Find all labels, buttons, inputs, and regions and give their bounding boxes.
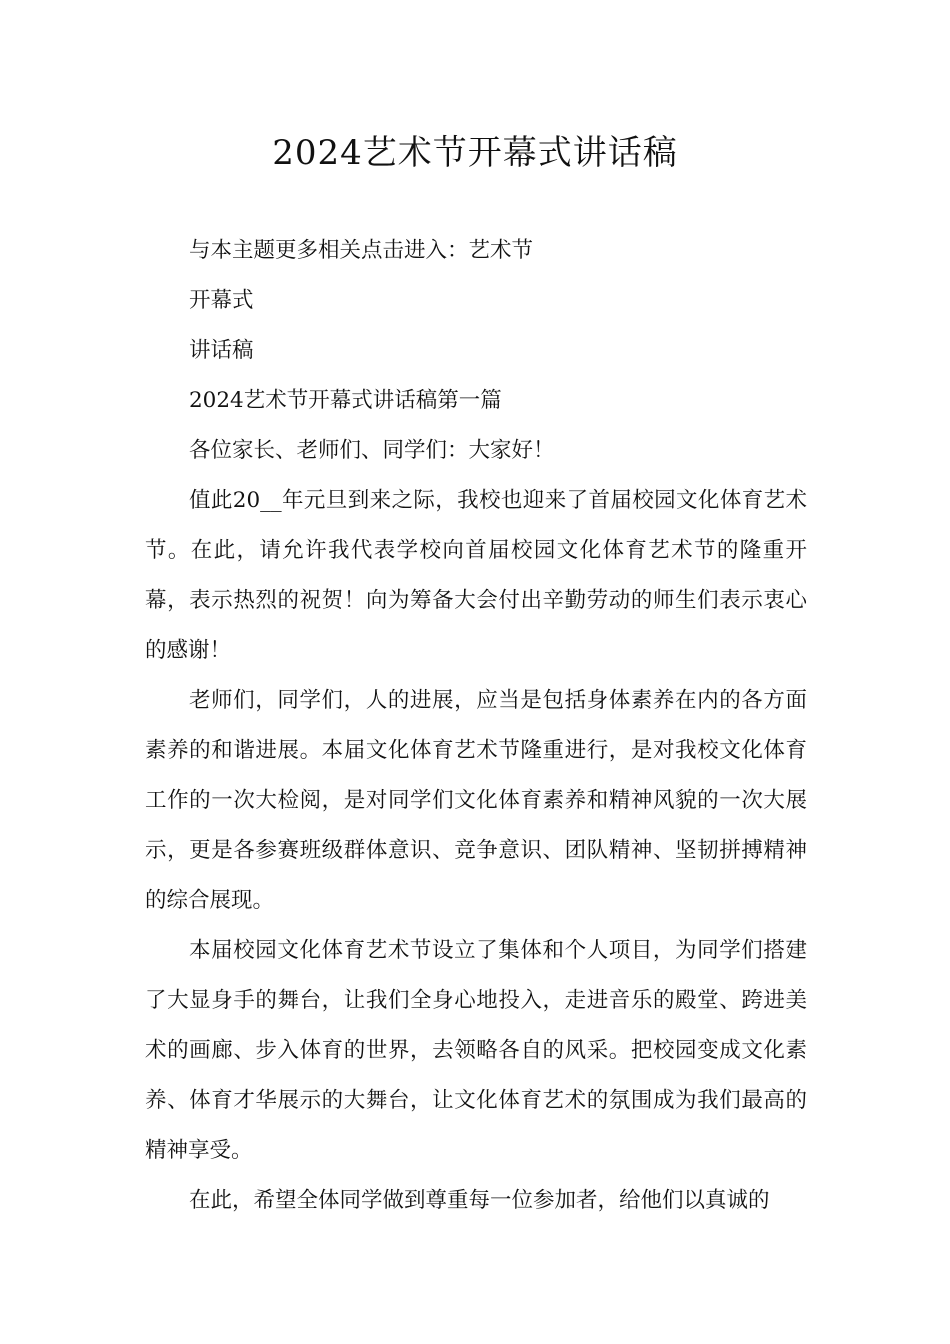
related-topics-line: 与本主题更多相关点击进入：艺术节 xyxy=(189,238,534,263)
document-body xyxy=(145,226,807,1226)
paragraph-1: 值此20__年元旦到来之际，我校也迎来了首届校园文化体育艺术节。在此，请允许我代表学校向首届校园文化体育艺术节的隆重开幕，表示热烈的祝贺！向为筹备大会付出辛勤劳动的师生们表示衷心的感谢！ xyxy=(145,488,807,663)
paragraph-3: 本届校园文化体育艺术节设立了集体和个人项目，为同学们搭建了大显身手的舞台，让我们全身心地投入，走进音乐的殿堂、跨进美术的画廊、步入体育的世界，去领略各自的风采。把校园变成文化素养、体育才华展示的大舞台，让文化体育艺术的氛围成为我们最高的精神享受。 xyxy=(145,938,807,1163)
related-topic-opening: 开幕式 xyxy=(189,288,254,313)
paragraph-2: 老师们，同学们，人的进展，应当是包括身体素养在内的各方面素养的和谐进展。本届文化体育艺术节隆重进行，是对我校文化体育工作的一次大检阅，是对同学们文化体育素养和精神风貌的一次大展示，更是各参赛班级群体意识、竞争意识、团队精神、坚韧拼搏精神的综合展现。 xyxy=(145,688,807,913)
related-topic-speech: 讲话稿 xyxy=(189,338,254,363)
section-heading: 2024艺术节开幕式讲话稿第一篇 xyxy=(189,388,502,413)
salutation: 各位家长、老师们、同学们：大家好！ xyxy=(189,438,555,463)
document-title: 2024艺术节开幕式讲话稿 xyxy=(272,133,678,173)
paragraph-4: 在此，希望全体同学做到尊重每一位参加者，给他们以真诚的 xyxy=(189,1188,770,1213)
